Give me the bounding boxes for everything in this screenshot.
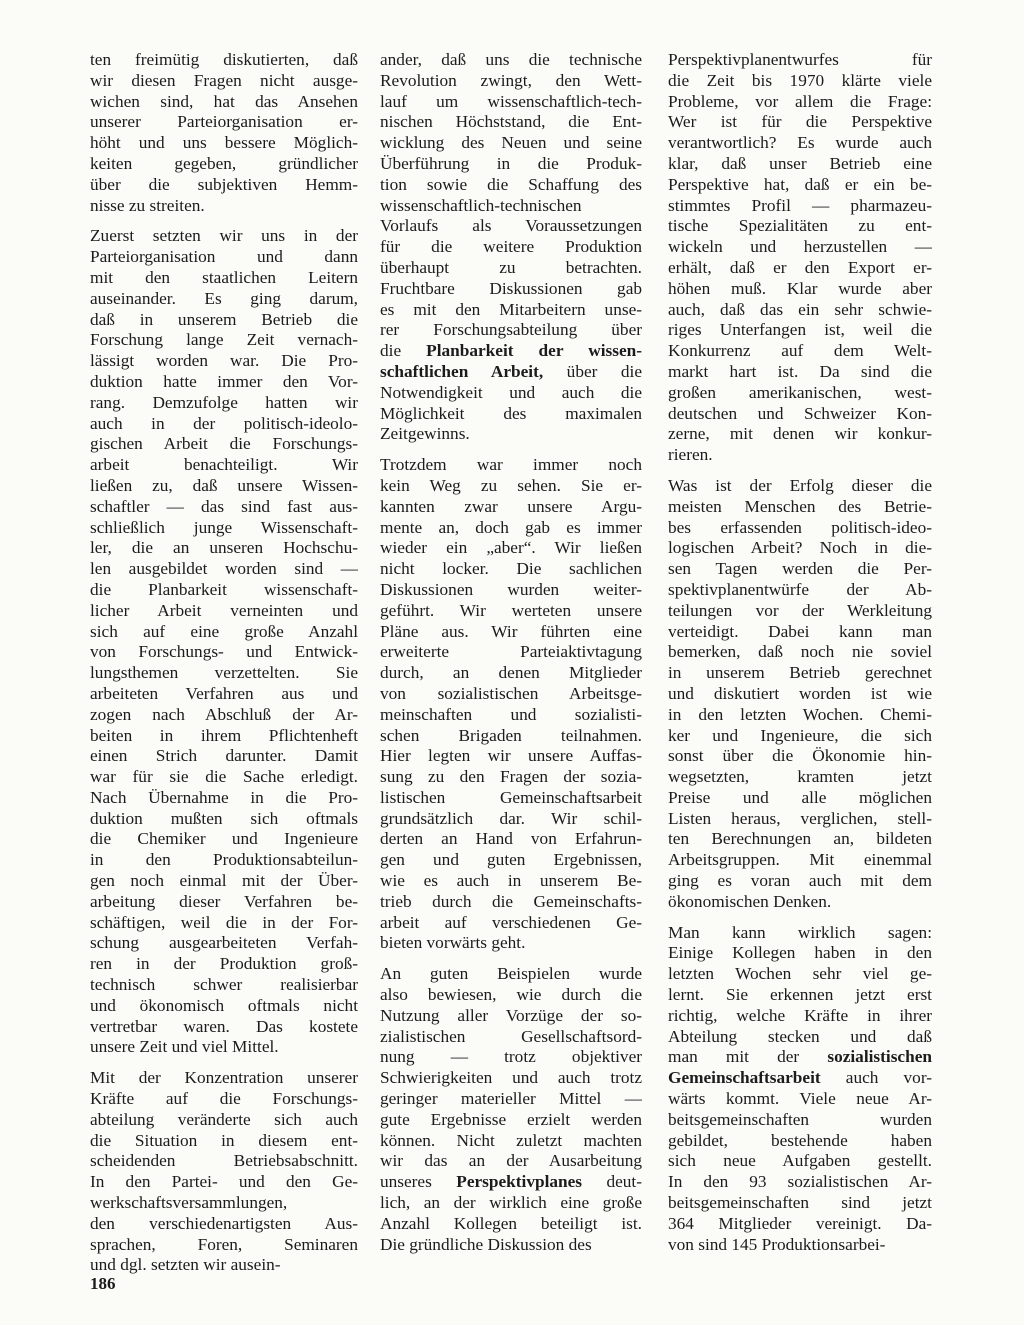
text-line: war für sie die Sache erledigt. (90, 767, 358, 787)
text-line: schaftler — das sind fast aus- (90, 496, 358, 516)
text-line: bemerken, daß noch nie soviel (668, 642, 932, 662)
text-line: geführt. Wir werteten unsere (380, 600, 642, 620)
text-line: den verschiedenartigsten Aus- (90, 1213, 358, 1233)
text-line: die Situation in diesem ent- (90, 1130, 358, 1150)
text-line: Was ist der Erfolg dieser die (668, 475, 932, 495)
text-line: es mit den Mitarbeitern unse- (380, 299, 642, 319)
text-line: lich, an der wirklich eine große (380, 1193, 642, 1213)
text-line: An guten Beispielen wurde (380, 964, 642, 984)
paragraph (380, 964, 642, 1255)
text-line: erhält, daß er den Export er- (668, 257, 932, 277)
text-line: und ökonomisch oftmals nicht (90, 995, 358, 1015)
text-line: gute Ergebnisse erzielt werden (380, 1109, 642, 1129)
text-line: die Planbarkeit der wissen- (380, 341, 642, 361)
column-1 (90, 50, 358, 1276)
text-line: lauf um wissenschaftlich-tech- (380, 91, 642, 111)
text-line: ander, daß uns die technische (380, 50, 642, 69)
text-line: duktion mußten sich oftmals (90, 808, 358, 828)
text-line: man mit der sozialistischen (668, 1047, 932, 1067)
text-line: können. Nicht zuletzt machten (380, 1130, 642, 1150)
column-3 (668, 50, 932, 1255)
text-line: Perspektivplanentwurfes für (668, 50, 932, 69)
text-line: derten an Hand von Erfahrun- (380, 829, 642, 849)
text-line: ten freimütig diskutierten, daß (90, 50, 358, 69)
text-line: zialistischen Gesellschaftsord- (380, 1026, 642, 1046)
text-line: wir diesen Fragen nicht ausge- (90, 70, 358, 90)
text-line: bieten vorwärts geht. (380, 933, 526, 953)
text-line: mit den staatlichen Leitern (90, 267, 358, 287)
text-line: bes erfassenden politisch-ideo- (668, 517, 932, 537)
text-line: ging es voran auch mit dem (668, 871, 932, 891)
text-line: Notwendigkeit und auch die (380, 382, 642, 402)
text-line: Man kann wirklich sagen: (668, 922, 932, 942)
text-line: rieren. (668, 445, 713, 465)
text-line: Überführung in die Produk- (380, 153, 642, 173)
text-line: auch, daß das ein sehr schwie- (668, 299, 932, 319)
text-line: in den Produktionsabteilun- (90, 850, 358, 870)
text-line: In den Partei- und den Ge- (90, 1172, 358, 1192)
text-line: Abteilung stecken und daß (668, 1026, 932, 1046)
text-line: wir das an der Ausarbeitung (380, 1151, 642, 1171)
text-line: Revolution zwingt, den Wett- (380, 70, 642, 90)
text-line: Wer ist für die Perspektive (668, 112, 932, 132)
text-line: Schwierigkeiten und auch trotz (380, 1068, 642, 1088)
text-line: Konkurrenz auf dem Welt- (668, 341, 932, 361)
text-line: technisch schwer realisierbar (90, 975, 358, 995)
text-line: die Planbarkeit wissenschaft- (90, 579, 358, 599)
text-line: wickeln und herzustellen — (668, 237, 932, 257)
text-line: arbeiteten Verfahren aus und (90, 683, 358, 703)
text-line: auseinander. Es ging darum, (90, 288, 358, 308)
text-line: Listen heraus, verglichen, stell- (668, 808, 932, 828)
text-line: schäftigen, weil die in der For- (90, 912, 358, 932)
text-line: verantwortlich? Es wurde auch (668, 133, 932, 153)
text-line: nisse zu streiten. (90, 195, 205, 215)
paragraph (90, 226, 358, 1058)
text-line: logischen Arbeit? Noch in die- (668, 538, 932, 558)
text-line: Perspektive hat, daß er ein be- (668, 174, 932, 194)
text-line: zerne, mit denen wir konkur- (668, 424, 932, 444)
text-line: arbeitung dieser Verfahren be- (90, 891, 358, 911)
paragraph (380, 455, 642, 954)
text-line: sen Tagen werden die Per- (668, 559, 932, 579)
text-line: über die subjektiven Hemm- (90, 174, 358, 194)
text-line: Parteiorganisation und dann (90, 247, 358, 267)
text-line: sprachen, Foren, Seminaren (90, 1234, 358, 1254)
text-line: geringer materieller Mittel — (380, 1089, 642, 1109)
text-line: unsere Zeit und viel Mittel. (90, 1037, 279, 1057)
text-line: die Chemiker und Ingenieure (90, 829, 358, 849)
text-line: gischen Arbeit die Forschungs- (90, 434, 358, 454)
text-line: werkschaftsversammlungen, (90, 1193, 288, 1213)
text-line: wegsetzten, kramten jetzt (668, 767, 932, 787)
text-line: Möglichkeit des maximalen (380, 403, 642, 423)
text-line: kannten zwar unsere Argu- (380, 496, 642, 516)
text-line: kein Weg zu sehen. Sie er- (380, 475, 642, 495)
text-line: Kräfte auf die Forschungs- (90, 1089, 358, 1109)
text-line: nicht locker. Die sachlichen (380, 559, 642, 579)
text-line: rer Forschungsabteilung über (380, 320, 642, 340)
text-line: beitsgemeinschaften wurden (668, 1109, 932, 1129)
text-line: scheidenden Betriebsabschnitt. (90, 1151, 358, 1171)
text-line: listischen Gemeinschaftsarbeit (380, 787, 642, 807)
text-line: duktion hatte immer den Vor- (90, 371, 358, 391)
text-line: durch, an denen Mitglieder (380, 663, 642, 683)
text-line: Mit der Konzentration unserer (90, 1068, 358, 1088)
text-line: sonst über die Ökonomie hin- (668, 746, 932, 766)
text-line: von Forschungs- und Entwick- (90, 642, 358, 662)
text-line: Zeitgewinns. (380, 424, 470, 444)
text-line: nung — trotz objektiver (380, 1047, 642, 1067)
text-line: für die weitere Produktion (380, 237, 642, 257)
text-line: beiten in ihrem Pflichtenheft (90, 725, 358, 745)
text-line: sich neue Aufgaben gestellt. (668, 1151, 932, 1171)
text-line: wichen sind, hat das Ansehen (90, 91, 358, 111)
text-line: sung zu den Fragen der sozia- (380, 767, 642, 787)
text-line: von sozialistischen Arbeitsge- (380, 683, 642, 703)
text-line: in unserem Betrieb gerechnet (668, 663, 932, 683)
text-line: Zuerst setzten wir uns in der (90, 226, 358, 246)
text-line: meinschaften und sozialisti- (380, 704, 642, 724)
text-line: ren in der Produktion groß- (90, 954, 358, 974)
text-line: die Zeit bis 1970 klärte viele (668, 70, 932, 90)
text-line: schaftlichen Arbeit, über die (380, 361, 642, 381)
text-line: verteidigt. Dabei kann man (668, 621, 932, 641)
text-line: schung ausgearbeiteten Verfah- (90, 933, 358, 953)
text-line: ker und Ingenieure, die sich (668, 725, 932, 745)
text-line: zogen nach Abschluß der Ar- (90, 704, 358, 724)
text-line: wissenschaftlich-technischen (380, 195, 582, 215)
text-line: ler, die an unseren Hochschu- (90, 538, 358, 558)
text-line: teilungen vor der Werkleitung (668, 600, 932, 620)
text-line: ökonomischen Denken. (668, 891, 832, 911)
text-line: arbeit benachteiligt. Wir (90, 455, 358, 475)
text-line: spektivplanentwürfe der Ab- (668, 579, 932, 599)
text-line: riges Unterfangen ist, weil die (668, 320, 932, 340)
text-line: Hier legten wir unsere Auffas- (380, 746, 642, 766)
text-line: letzten Wochen sehr viel ge- (668, 964, 932, 984)
text-line: beitsgemeinschaften sind jetzt (668, 1193, 932, 1213)
text-line: einen Strich darunter. Damit (90, 746, 358, 766)
text-line: und dgl. setzten wir ausein- (90, 1255, 281, 1275)
text-line: meisten Menschen des Betrie- (668, 496, 932, 516)
text-line: abteilung veränderte sich auch (90, 1109, 358, 1129)
text-line: also bewiesen, wie durch die (380, 985, 642, 1005)
text-line: Die gründliche Diskussion des (380, 1234, 592, 1254)
text-line: gen und guten Ergebnissen, (380, 850, 642, 870)
text-line: wicklung des Neuen und seine (380, 133, 642, 153)
text-line: Pläne aus. Wir führten eine (380, 621, 642, 641)
paragraph (668, 50, 932, 466)
text-line: Einige Kollegen haben in den (668, 943, 932, 963)
text-line: lässigt worden war. Die Pro- (90, 351, 358, 371)
text-line: deutschen und Schweizer Kon- (668, 403, 932, 423)
text-line: Arbeitsgruppen. Mit einemmal (668, 850, 932, 870)
text-line: auch in der politisch-ideolo- (90, 413, 358, 433)
text-line: lernt. Sie erkennen jetzt erst (668, 985, 932, 1005)
paragraph (380, 50, 642, 445)
text-line: rang. Demzufolge hatten wir (90, 392, 358, 412)
page-number: 186 (90, 1274, 116, 1293)
text-line: wieder ein „aber“. Wir ließen (380, 538, 642, 558)
paragraph (668, 476, 932, 913)
text-line: ließen zu, daß unsere Wissen- (90, 475, 358, 495)
text-line: daß in unserem Betrieb die (90, 309, 358, 329)
text-line: markt hart ist. Da sind die (668, 361, 932, 381)
text-line: ten Berechnungen an, bildeten (668, 829, 932, 849)
text-line: und diskutiert worden ist wie (668, 683, 932, 703)
text-line: höht und uns bessere Möglich- (90, 133, 358, 153)
text-line: 364 Mitglieder vereinigt. Da- (668, 1213, 932, 1233)
text-line: grundsätzlich dar. Wir schil- (380, 808, 642, 828)
text-line: sich auf eine große Anzahl (90, 621, 358, 641)
text-line: großen amerikanischen, west- (668, 382, 932, 402)
column-2 (380, 50, 642, 1255)
text-line: wärts kommt. Viele neue Ar- (668, 1089, 932, 1109)
text-line: In den 93 sozialistischen Ar- (668, 1172, 932, 1192)
text-line: gebildet, bestehende haben (668, 1130, 932, 1150)
text-line: schen Brigaden teilnahmen. (380, 725, 642, 745)
text-line: Anzahl Kollegen beteiligt ist. (380, 1213, 642, 1233)
text-line: unseres Perspektivplanes deut- (380, 1172, 642, 1192)
text-line: überhaupt zu betrachten. (380, 257, 642, 277)
text-line: licher Arbeit verneinten und (90, 600, 358, 620)
text-line: unserer Parteiorganisation er- (90, 112, 358, 132)
text-line: Gemeinschaftsarbeit auch vor- (668, 1068, 932, 1088)
text-line: stimmtes Profil — pharmazeu- (668, 195, 932, 215)
text-line: schließlich junge Wissenschaft- (90, 517, 358, 537)
text-line: richtig, welche Kräfte in ihrer (668, 1005, 932, 1025)
text-line: nischen Höchststand, die Ent- (380, 112, 642, 132)
text-line: gen noch einmal mit der Über- (90, 871, 358, 891)
text-line: klar, daß unser Betrieb eine (668, 153, 932, 173)
text-line: Nach Übernahme in die Pro- (90, 787, 358, 807)
text-line: in den letzten Wochen. Chemi- (668, 704, 932, 724)
text-line: höhen muß. Klar wurde aber (668, 278, 932, 298)
text-line: Forschung lange Zeit vernach- (90, 330, 358, 350)
text-line: Nutzung aller Vorzüge der so- (380, 1005, 642, 1025)
text-line: mente an, doch gab es immer (380, 517, 642, 537)
text-line: tion sowie die Schaffung des (380, 174, 642, 194)
text-line: Diskussionen wurden weiter- (380, 579, 642, 599)
text-line: trieb durch die Gemeinschafts- (380, 891, 642, 911)
text-line: keiten gegeben, gründlicher (90, 153, 358, 173)
text-line: vertretbar waren. Das kostete (90, 1016, 358, 1036)
paragraph (90, 50, 358, 216)
text-line: wie es auch in unserem Be- (380, 871, 642, 891)
text-line: tische Spezialitäten zu ent- (668, 216, 932, 236)
text-line: erweiterte Parteiaktivtagung (380, 642, 642, 662)
text-line: von sind 145 Produktionsarbei- (668, 1234, 886, 1254)
text-line: Fruchtbare Diskussionen gab (380, 278, 642, 298)
text-line: Probleme, vor allem die Frage: (668, 91, 932, 111)
text-line: lungsthemen verzettelten. Sie (90, 663, 358, 683)
paragraph (668, 923, 932, 1256)
text-line: Preise und alle möglichen (668, 787, 932, 807)
text-line: len ausgebildet worden sind — (90, 559, 358, 579)
text-line: Vorlaufs als Voraussetzungen (380, 216, 642, 236)
text-line: arbeit auf verschiedenen Ge- (380, 912, 642, 932)
text-line: Trotzdem war immer noch (380, 455, 642, 475)
paragraph (90, 1068, 358, 1276)
